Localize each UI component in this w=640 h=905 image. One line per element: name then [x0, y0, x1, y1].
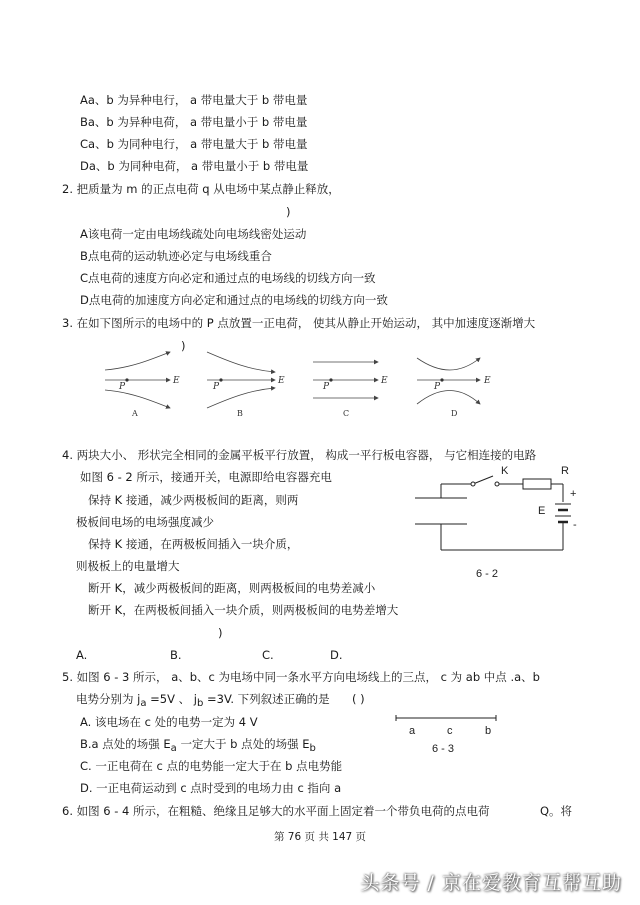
q2-option-c: C点电荷的速度方向必定和通过点的电场线的切线方向一致: [80, 271, 376, 285]
fig-caption: 6 - 3: [432, 743, 455, 755]
q2-option-d: D点电荷的加速度方向必定和通过点的电场线的切线方向一致: [80, 293, 388, 307]
switch-contact: [471, 482, 475, 486]
circuit-caption: 6 - 2: [476, 568, 499, 580]
watermark: 头条号 / 京在爱教育互帮互助: [360, 872, 622, 894]
q1-option-d: Da、b 为同种电荷， a 带电量小于 b 带电量: [80, 159, 309, 173]
q4-choice-c: C.: [262, 648, 274, 662]
label-e-a: E: [173, 376, 180, 386]
q5-option-b-part1: B.a 点处的场强 E: [80, 737, 171, 751]
q4-choice-d: D.: [330, 648, 343, 662]
q2-stem: 2. 把质量为 m 的正点电荷 q 从电场中某点静止释放，: [62, 182, 340, 196]
label-k: K: [501, 465, 509, 477]
label-letter-b: B: [237, 409, 243, 418]
q5-line2: [76, 692, 330, 711]
q5-paren: ( ): [352, 692, 365, 706]
field-diagram-d: [417, 358, 480, 404]
q6-q-label: Q。将: [540, 804, 573, 818]
label-plus: +: [570, 488, 577, 500]
q5-field-line-diagram: [392, 712, 502, 758]
label-r: R: [561, 465, 569, 477]
label-minus: -: [573, 519, 577, 531]
q4-statement-1b: 极板间电场的电场强度减少: [76, 515, 214, 529]
q4-paren: ): [218, 626, 223, 640]
q1-option-a: Aa、b 为异种电行， a 带电量大于 b 带电量: [80, 93, 308, 107]
q5-option-a: A. 该电场在 c 处的电势一定为 4 V: [80, 715, 258, 729]
label-p-d: P: [434, 382, 441, 392]
q4-statement-2a: 保持 K 接通，在两极板间插入一块介质，: [88, 537, 299, 551]
q5-option-c: C. 一正电荷在 c 点的电势能一定大于在 b 点电势能: [80, 759, 343, 773]
q5-option-b-sub-b: b: [309, 743, 316, 754]
point-p-d: [440, 378, 443, 381]
label-c: c: [447, 725, 453, 737]
label-p-c: P: [323, 382, 330, 392]
q2-option-a: A该电荷一定由电场线疏处向电场线密处运动: [80, 227, 307, 241]
point-p-c: [329, 378, 332, 381]
q4-circuit-diagram: [405, 460, 600, 585]
label-e-b: E: [278, 376, 285, 386]
q3-paren: ): [181, 339, 186, 353]
q4-statement-3: 断开 K，减少两极板间的距离，则两极板间的电势差减小: [88, 581, 376, 595]
q4-choice-b: B.: [170, 648, 182, 662]
q2-paren: ): [286, 205, 291, 219]
q4-choice-a: A.: [76, 648, 88, 662]
label-e: E: [538, 505, 546, 517]
q5-potential-suffix: =3V. 下列叙述正确的是: [203, 692, 330, 706]
label-e-d: E: [484, 376, 491, 386]
q4-line2: 如图 6 - 2 所示，接通开关，电源即给电容器充电: [80, 470, 332, 484]
label-a: a: [409, 725, 416, 737]
field-diagram-a: [105, 352, 170, 408]
q5-potential-mid: =5V 、 j: [146, 692, 197, 706]
label-b: b: [485, 725, 492, 737]
point-p-b: [219, 378, 222, 381]
page-footer: 第 76 页 共 147 页: [273, 831, 367, 843]
q1-option-b: Ba、b 为异种电荷， a 带电量小于 b 带电量: [80, 115, 308, 129]
q6-line1: 6. 如图 6 - 4 所示，在粗糙、绝缘且足够大的水平面上固定着一个带负电荷的点电荷: [62, 804, 490, 818]
q4-statement-2b: 则极板上的电量增大: [76, 559, 180, 573]
q5-option-d: D. 一正电荷运动到 c 点时受到的电场力由 c 指向 a: [80, 781, 342, 795]
label-letter-d: D: [451, 409, 458, 418]
label-p-b: P: [213, 382, 220, 392]
q5-sub-b: b: [196, 698, 204, 709]
q2-option-b: B点电荷的运动轨迹必定与电场线重合: [80, 249, 272, 263]
switch-contact-2: [495, 482, 499, 486]
label-e-c: E: [381, 376, 388, 386]
label-p-a: P: [119, 382, 126, 392]
q5-option-b-part2: 一定大于 b 点处的场强 E: [176, 737, 310, 751]
q5-option-b: [80, 737, 316, 756]
field-diagram-c: [313, 362, 378, 398]
q5-potential-prefix: 电势分别为 j: [76, 692, 141, 706]
q4-statement-4: 断开 K，在两极板间插入一块介质，则两极板间的电势差增大: [88, 603, 399, 617]
q4-statement-1a: 保持 K 接通，减少两极板间的距离，则两: [88, 493, 299, 507]
label-letter-a: A: [132, 409, 138, 418]
q4-line1: 4. 两块大小、 形状完全相同的金属平板平行放置， 构成一平行板电容器， 与它相连接的电路: [62, 448, 537, 462]
q3-stem: 3. 在如下图所示的电场中的 P 点放置一正电荷， 使其从静止开始运动， 其中加速度逐渐增大: [62, 316, 536, 330]
point-p-a: [125, 378, 128, 381]
q1-option-c: Ca、b 为同种电行， a 带电量大于 b 带电量: [80, 137, 308, 151]
label-letter-c: C: [343, 409, 350, 418]
q5-sub-a: a: [140, 698, 147, 709]
field-diagram-b: [207, 352, 275, 408]
q5-option-b-sub-a: a: [170, 743, 177, 754]
q3-field-diagrams: [95, 348, 505, 420]
q5-line1: 5. 如图 6 - 3 所示， a、b、c 为电场中同一条水平方向电场线上的三点， c 为 ab 中点 .a、b: [62, 670, 540, 684]
